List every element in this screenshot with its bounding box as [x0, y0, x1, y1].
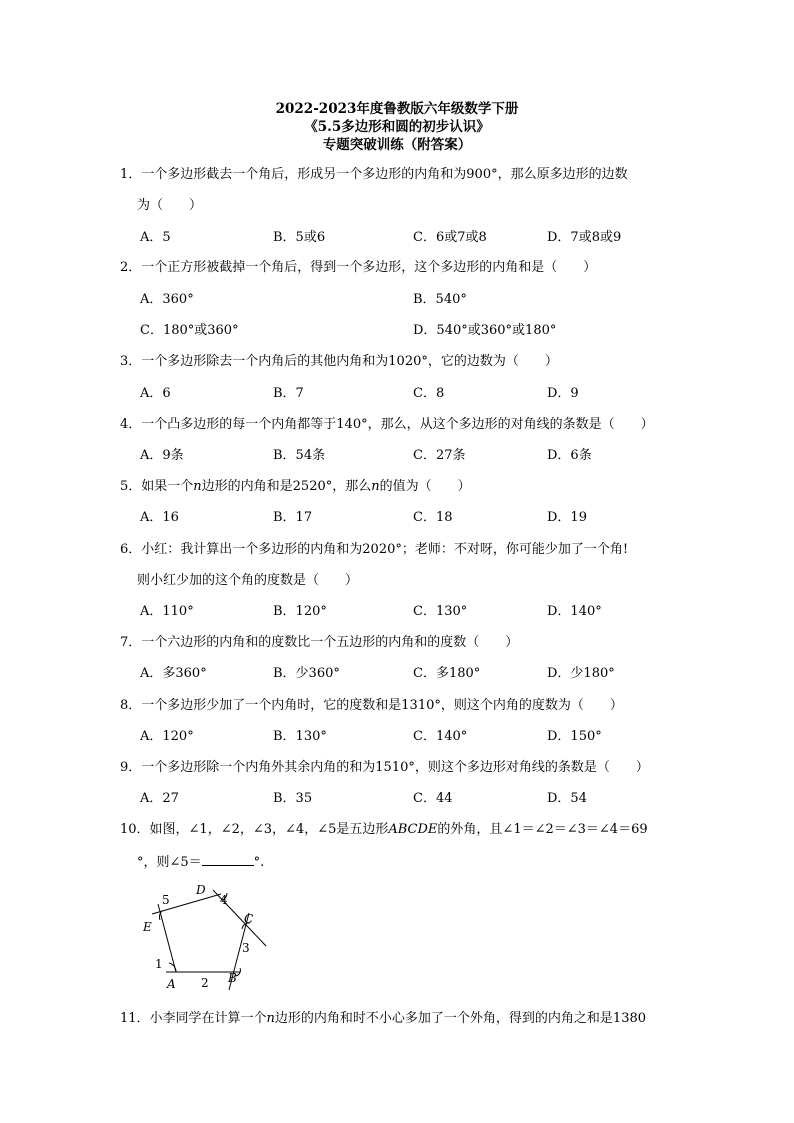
- question-9-option-a: A．27: [140, 791, 179, 806]
- question-3-text: 3．一个多边形除去一个内角后的其他内角和为1020°，它的边数为（ ）: [120, 354, 558, 369]
- vertex-label-d: D: [196, 883, 206, 897]
- question-7-text: 7．一个六边形的内角和的度数比一个五边形的内角和的度数（ ）: [120, 635, 519, 650]
- question-2-option-d: D．540°或360°或180°: [413, 323, 557, 338]
- answer-blank[interactable]: [202, 853, 254, 866]
- question-9-text: 9．一个多边形除一个内角外其余内角的和为1510°，则这个多边形对角线的条数是（ ）: [120, 760, 649, 775]
- question-6-option-a: A．110°: [140, 604, 194, 619]
- question-11-text-a: 11．小李同学在计算一个: [120, 1011, 267, 1026]
- question-4-option-b: B．54条: [273, 448, 326, 463]
- question-4-text: 4．一个凸多边形的每一个内角都等于140°，那么，从这个多边形的对角线的条数是（ ）: [120, 417, 654, 432]
- question-7-option-c: C．多180°: [413, 666, 481, 681]
- question-6-option-d: D．140°: [547, 604, 602, 619]
- question-8-option-a: A．120°: [140, 729, 194, 744]
- question-3-option-d: D．9: [547, 386, 579, 401]
- angle-label-1: 1: [155, 957, 163, 971]
- question-5-var-n: n: [193, 479, 202, 494]
- vertex-label-b: B: [228, 971, 237, 985]
- question-10-text-b: 的外角，且∠1＝∠2＝∠3＝∠4＝69: [437, 822, 648, 837]
- question-7-option-a: A．多360°: [140, 666, 207, 681]
- question-5-option-a: A．16: [140, 510, 179, 525]
- vertex-label-e: E: [143, 920, 152, 934]
- question-9-option-b: B．35: [273, 791, 313, 806]
- question-11-text: [120, 1011, 676, 1027]
- angle-label-2: 2: [201, 976, 209, 990]
- question-6-option-b: B．120°: [273, 604, 327, 619]
- vertex-label-a: A: [167, 977, 176, 991]
- question-8-option-c: C．140°: [413, 729, 468, 744]
- question-3-option-a: A．6: [140, 386, 171, 401]
- question-7-option-d: D．少180°: [547, 666, 615, 681]
- question-2-option-c: C．180°或360°: [140, 323, 239, 338]
- question-8-option-b: B．130°: [273, 729, 327, 744]
- question-6-option-c: C．130°: [413, 604, 468, 619]
- doc-title-line2: 《5.5多边形和圆的初步认识》: [304, 119, 490, 135]
- question-5-option-b: B．17: [273, 510, 313, 525]
- question-10-var-abcde: ABCDE: [388, 822, 438, 837]
- angle-1-arc: [169, 963, 176, 972]
- question-1-text-cont: 为（ ）: [137, 198, 203, 213]
- question-3-option-c: C．8: [413, 386, 445, 401]
- question-1-option-d: D．7或8或9: [547, 230, 622, 245]
- question-10-text-cont: [137, 853, 693, 871]
- question-1-option-c: C．6或7或8: [413, 230, 487, 245]
- question-4-option-d: D．6条: [547, 448, 592, 463]
- question-10-text2-b: °.: [253, 855, 265, 870]
- doc-title-line3: 专题突破训练（附答案）: [322, 137, 472, 153]
- question-9-option-d: D．54: [547, 791, 587, 806]
- question-1-text: 1．一个多边形截去一个角后，形成另一个多边形的内角和为900°，那么原多边形的边数: [120, 167, 628, 182]
- angle-label-4: 4: [220, 893, 228, 907]
- question-10-text-a: 10．如图，∠1，∠2，∠3，∠4，∠5是五边形: [120, 822, 389, 837]
- angle-label-5: 5: [162, 893, 170, 907]
- question-5-var-n2: n: [371, 479, 380, 494]
- question-5-option-c: C．18: [413, 510, 453, 525]
- question-6-text: 6．小红：我计算出一个多边形的内角和为2020°；老师：不对呀，你可能少加了一个角!: [120, 542, 629, 557]
- question-2-option-b: B．540°: [413, 292, 467, 307]
- question-11-text-b: 边形的内角和时不小心多加了一个外角，得到的内角之和是1380: [274, 1011, 647, 1026]
- doc-title-line1: 2022-2023年度鲁教版六年级数学下册: [275, 101, 519, 117]
- angle-label-3: 3: [242, 941, 250, 955]
- question-4-option-c: C．27条: [413, 448, 466, 463]
- question-7-option-b: B．少360°: [273, 666, 340, 681]
- question-5-text-c: 的值为（ ）: [379, 479, 471, 494]
- question-5-text-b: 边形的内角和是2520°，那么: [201, 479, 372, 494]
- pentagon-figure: [140, 880, 272, 992]
- question-6-text-cont: 则小红少加的这个角的度数是（ ）: [137, 573, 359, 588]
- question-8-text: 8．一个多边形少加了一个内角时，它的度数和是1310°，则这个内角的度数为（ ）: [120, 698, 623, 713]
- question-4-option-a: A．9条: [140, 448, 184, 463]
- question-5-text: [120, 479, 676, 495]
- question-10-text2-a: °，则∠5＝: [137, 855, 202, 870]
- question-2-text: 2．一个正方形被截掉一个角后，得到一个多边形，这个多边形的内角和是（ ）: [120, 260, 597, 275]
- question-5-text-a: 5．如果一个: [120, 479, 194, 494]
- question-1-option-a: A．5: [140, 230, 171, 245]
- question-5-option-d: D．19: [547, 510, 587, 525]
- question-9-option-c: C．44: [413, 791, 453, 806]
- question-2-option-a: A．360°: [140, 292, 194, 307]
- vertex-label-c: C: [244, 912, 254, 926]
- question-8-option-d: D．150°: [547, 729, 602, 744]
- question-10-text: [120, 822, 676, 838]
- question-3-option-b: B．7: [273, 386, 304, 401]
- question-11-var-n: n: [266, 1011, 275, 1026]
- question-1-option-b: B．5或6: [273, 230, 326, 245]
